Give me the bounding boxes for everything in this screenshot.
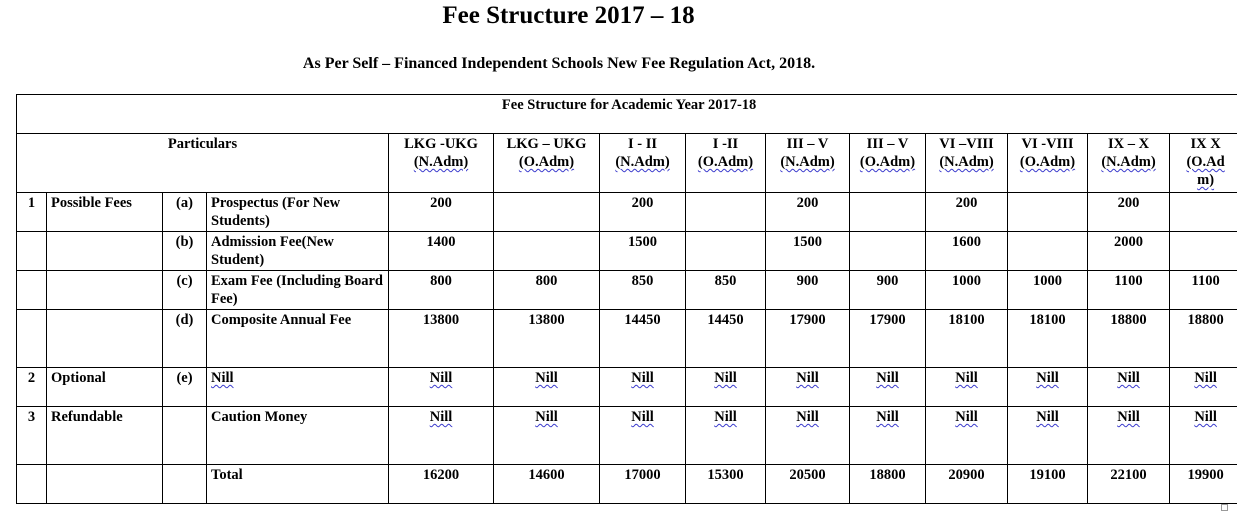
row-code: (e) xyxy=(163,368,207,407)
table-row xyxy=(17,407,1237,465)
row-number xyxy=(17,232,47,271)
table-cell: Nill xyxy=(850,407,926,465)
row-number xyxy=(17,310,47,368)
column-header: III – V (O.Adm) xyxy=(850,134,926,193)
table-cell: 200 xyxy=(389,193,494,232)
table-cell: Nill xyxy=(1088,407,1170,465)
table-cell: 22100 xyxy=(1088,465,1170,504)
table-row xyxy=(17,232,1237,271)
table-cell: 1500 xyxy=(766,232,850,271)
table-cell: 1000 xyxy=(1008,271,1088,310)
table-cell: 200 xyxy=(600,193,686,232)
fee-table xyxy=(16,94,1237,504)
row-code: (b) xyxy=(163,232,207,271)
table-cell xyxy=(1170,232,1237,271)
table-cell: 14450 xyxy=(600,310,686,368)
page-title: Fee Structure 2017 – 18 xyxy=(442,2,695,29)
row-number: 3 xyxy=(17,407,47,465)
column-header: LKG -UKG (N.Adm) xyxy=(389,134,494,193)
table-cell: 1100 xyxy=(1170,271,1237,310)
table-cell: 850 xyxy=(600,271,686,310)
table-cell: 14600 xyxy=(494,465,600,504)
row-code: (c) xyxy=(163,271,207,310)
table-cell: 17000 xyxy=(600,465,686,504)
table-cell: 13800 xyxy=(389,310,494,368)
table-cell: Nill xyxy=(1170,407,1237,465)
row-number: 1 xyxy=(17,193,47,232)
table-cell: 15300 xyxy=(686,465,766,504)
table-cell: Nill xyxy=(494,368,600,407)
corner-resize-mark xyxy=(1221,504,1228,511)
table-cell xyxy=(686,193,766,232)
table-cell: 18100 xyxy=(1008,310,1088,368)
table-cell: Nill xyxy=(1170,368,1237,407)
row-item: Admission Fee(New Student) xyxy=(207,232,389,271)
table-cell: 900 xyxy=(766,271,850,310)
table-cell: 19100 xyxy=(1008,465,1088,504)
table-cell: 850 xyxy=(686,271,766,310)
table-cell: 18800 xyxy=(1088,310,1170,368)
table-row xyxy=(17,310,1237,368)
table-cell xyxy=(686,232,766,271)
column-header: III – V (N.Adm) xyxy=(766,134,850,193)
row-item: Total xyxy=(207,465,389,504)
table-cell: 18800 xyxy=(1170,310,1237,368)
table-cell: Nill xyxy=(389,368,494,407)
table-cell: Nill xyxy=(1008,368,1088,407)
row-code xyxy=(163,465,207,504)
table-cell: 200 xyxy=(1088,193,1170,232)
table-cell: 900 xyxy=(850,271,926,310)
table-cell: 1000 xyxy=(926,271,1008,310)
row-category xyxy=(47,232,163,271)
table-cell: 200 xyxy=(766,193,850,232)
column-header: I -II (O.Adm) xyxy=(686,134,766,193)
table-cell xyxy=(494,232,600,271)
row-category xyxy=(47,465,163,504)
row-category: Possible Fees xyxy=(47,193,163,232)
table-cell: Nill xyxy=(389,407,494,465)
row-item: Composite Annual Fee xyxy=(207,310,389,368)
row-item: Caution Money xyxy=(207,407,389,465)
row-item: Exam Fee (Including Board Fee) xyxy=(207,271,389,310)
table-cell: Nill xyxy=(926,368,1008,407)
table-cell xyxy=(494,193,600,232)
table-cell: Nill xyxy=(1088,368,1170,407)
row-code: (a) xyxy=(163,193,207,232)
table-cell: Nill xyxy=(686,407,766,465)
table-row-total xyxy=(17,465,1237,504)
table-cell xyxy=(1170,193,1237,232)
table-cell xyxy=(850,193,926,232)
table-cell: Nill xyxy=(600,368,686,407)
table-cell: 20500 xyxy=(766,465,850,504)
row-category xyxy=(47,271,163,310)
table-cell: Nill xyxy=(686,368,766,407)
page-subtitle: As Per Self – Financed Independent Schools New Fee Regulation Act, 2018. xyxy=(302,55,816,72)
table-cell: 1600 xyxy=(926,232,1008,271)
table-cell: 1500 xyxy=(600,232,686,271)
table-cell: 16200 xyxy=(389,465,494,504)
row-item: Nill xyxy=(207,368,389,407)
row-number xyxy=(17,271,47,310)
table-cell: 1100 xyxy=(1088,271,1170,310)
column-header: VI -VIII (O.Adm) xyxy=(1008,134,1088,193)
row-number: 2 xyxy=(17,368,47,407)
table-row xyxy=(17,271,1237,310)
column-header: I - II (N.Adm) xyxy=(600,134,686,193)
table-cell: 1400 xyxy=(389,232,494,271)
table-row xyxy=(17,368,1237,407)
table-cell: 800 xyxy=(494,271,600,310)
table-cell: 18100 xyxy=(926,310,1008,368)
table-cell: 13800 xyxy=(494,310,600,368)
table-cell: 14450 xyxy=(686,310,766,368)
column-header: VI –VIII (N.Adm) xyxy=(926,134,1008,193)
table-cell: Nill xyxy=(926,407,1008,465)
row-category: Optional xyxy=(47,368,163,407)
table-cell: Nill xyxy=(850,368,926,407)
table-cell xyxy=(850,232,926,271)
table-cell: 19900 xyxy=(1170,465,1237,504)
table-caption-row xyxy=(17,95,1237,134)
table-cell xyxy=(1008,193,1088,232)
column-header: IX X (O.Ad m) xyxy=(1170,134,1237,193)
row-code xyxy=(163,407,207,465)
row-item: Prospectus (For New Students) xyxy=(207,193,389,232)
column-header: IX – X (N.Adm) xyxy=(1088,134,1170,193)
table-caption: Fee Structure for Academic Year 2017-18 xyxy=(17,95,1237,134)
row-category xyxy=(47,310,163,368)
column-header: LKG – UKG (O.Adm) xyxy=(494,134,600,193)
table-header-row xyxy=(17,134,1237,193)
table-cell: 20900 xyxy=(926,465,1008,504)
table-cell: 800 xyxy=(389,271,494,310)
table-cell: 200 xyxy=(926,193,1008,232)
row-code: (d) xyxy=(163,310,207,368)
particulars-header: Particulars xyxy=(17,134,389,193)
row-number xyxy=(17,465,47,504)
table-cell xyxy=(1008,232,1088,271)
table-cell: Nill xyxy=(600,407,686,465)
table-cell: Nill xyxy=(766,368,850,407)
row-category: Refundable xyxy=(47,407,163,465)
table-cell: 2000 xyxy=(1088,232,1170,271)
table-cell: 17900 xyxy=(850,310,926,368)
table-cell: Nill xyxy=(1008,407,1088,465)
table-cell: 18800 xyxy=(850,465,926,504)
table-row xyxy=(17,193,1237,232)
table-cell: Nill xyxy=(494,407,600,465)
table-cell: Nill xyxy=(766,407,850,465)
table-cell: 17900 xyxy=(766,310,850,368)
